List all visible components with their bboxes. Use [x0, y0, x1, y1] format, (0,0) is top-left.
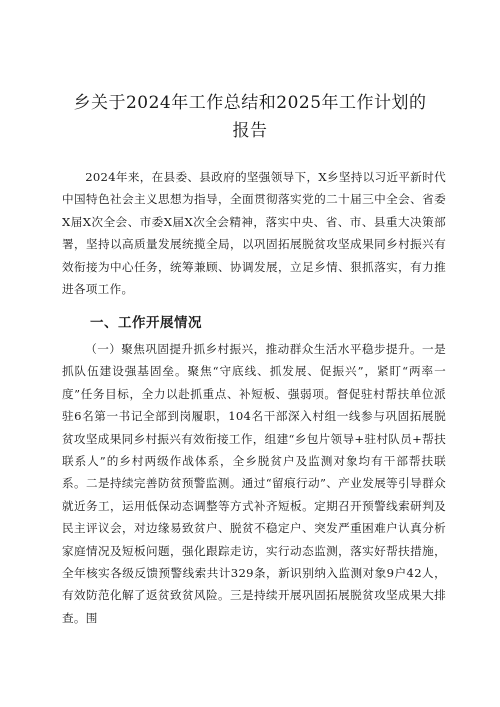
intro-paragraph: 2024年来，在县委、县政府的坚强领导下，X乡坚持以习近平新时代中国特色社会主义思想为指导，全面贯彻落实党的二十届三中全会、省委X届X次全会、市委X届X次全会精神，落实中央、省、市、县重大决策部署，坚持以高质量发展统揽全局，以巩固拓展脱贫攻坚成果同乡村振兴有效衔接为中心任务，统筹兼顾、协调发展，立足乡情、狠抓落实，有力推进各项工作。: [62, 170, 446, 297]
document-title: 乡关于2024年工作总结和2025年工作计划的: [73, 93, 427, 113]
section-paragraph: （一）聚焦巩固提升抓乡村振兴，推动群众生活水平稳步提升。一是抓队伍建设强基固垒。聚焦“守底线、抓发展、促振兴”，紧盯“两率一度”任务目标，全力以赴抓重点、补短板、强弱项。督促驻村帮扶单位派驻6名第一书记全部到岗履职，104名干部深入村组一线参与巩固拓展脱贫攻坚成果同乡村振兴有效衔接工作，组建“乡包片领导+驻村队员+帮扶联系人”的乡村两级作战体系，全乡脱贫户及监测对象均有干部帮扶联系。二是持续完善防贫预警监测。通过“留痕行动”、产业发展等引导群众就近务工，运用低保动态调整等方式补齐短板。定期召开预警线索研判及民主评议会，对边缘易致贫户、脱贫不稳定户、突发严重困难户认真分析家庭情况及短板问题，强化跟踪走访，实行动态监测，落实好帮扶措施，全年核实各级反馈预警线索共计329条，新识别纳入监测对象9户42人，有效防范化解了返贫致贫风险。三是持续开展巩固拓展脱贫攻坚成果大排查。围: [62, 342, 446, 625]
document-title-continuation: 报告: [232, 121, 268, 141]
section-heading: 一、工作开展情况: [90, 315, 202, 331]
